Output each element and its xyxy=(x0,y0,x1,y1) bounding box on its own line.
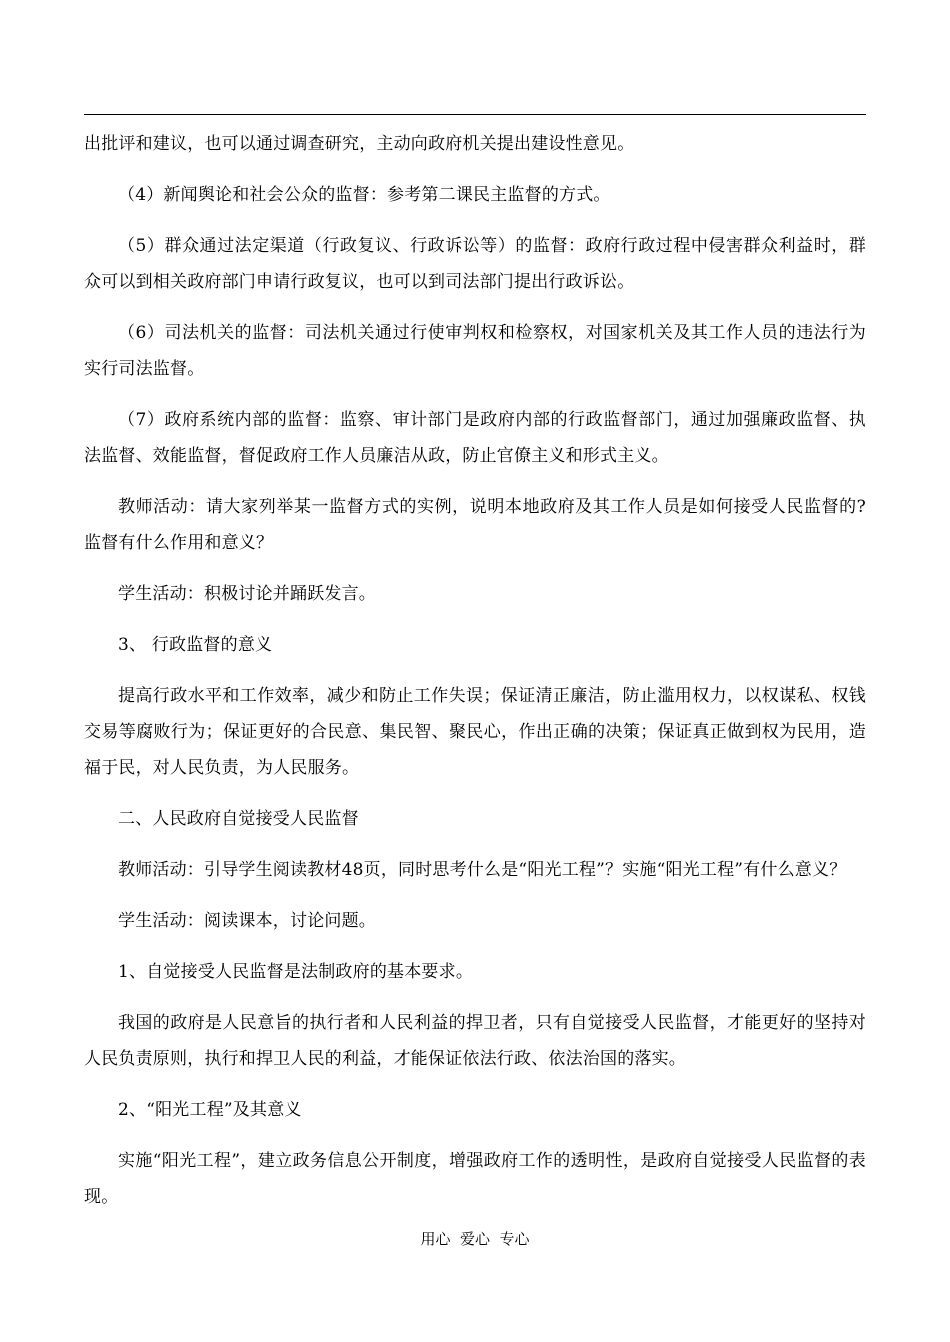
paragraph: 1、自觉接受人民监督是法制政府的基本要求。 xyxy=(118,962,474,982)
paragraph: 3、 行政监督的意义 xyxy=(118,635,273,655)
header-rule xyxy=(84,114,866,115)
paragraph: 实施“阳光工程”，建立政务信息公开制度，增强政府工作的透明性，是政府自觉接受人民监督的表现。 xyxy=(84,1151,866,1207)
paragraph: （5）群众通过法定渠道（行政复议、行政诉讼等）的监督：政府行政过程中侵害群众利益时，群众可以到相关政府部门申请行政复议，也可以到司法部门提出行政诉讼。 xyxy=(84,236,866,292)
document-body xyxy=(84,126,866,1230)
paragraph: 我国的政府是人民意旨的执行者和人民利益的捍卫者，只有自觉接受人民监督，才能更好的坚持对人民负责原则，执行和捍卫人民的利益，才能保证依法行政、依法治国的落实。 xyxy=(84,1013,866,1069)
paragraph: 学生活动：积极讨论并踊跃发言。 xyxy=(118,584,376,604)
paragraph: 提高行政水平和工作效率，减少和防止工作失误；保证清正廉洁，防止滥用权力，以权谋私、权钱交易等腐败行为；保证更好的合民意、集民智、聚民心，作出正确的决策；保证真正做到权为民用，造福于民，对人民负责，为人民服务。 xyxy=(84,686,866,778)
page-footer: 用心 爱心 专心 xyxy=(420,1230,530,1248)
paragraph: （6）司法机关的监督：司法机关通过行使审判权和检察权，对国家机关及其工作人员的违法行为实行司法监督。 xyxy=(84,323,866,379)
paragraph: 出批评和建议，也可以通过调查研究，主动向政府机关提出建设性意见。 xyxy=(84,134,635,154)
paragraph: （4）新闻舆论和社会公众的监督：参考第二课民主监督的方式。 xyxy=(118,185,611,205)
paragraph: 教师活动：请大家列举某一监督方式的实例，说明本地政府及其工作人员是如何接受人民监督的?监督有什么作用和意义？ xyxy=(84,497,866,553)
paragraph: 教师活动：引导学生阅读教材48页，同时思考什么是“阳光工程”？实施“阳光工程”有什么意义？ xyxy=(118,860,847,880)
paragraph: 学生活动：阅读课本，讨论问题。 xyxy=(118,911,376,931)
paragraph: 2、“阳光工程”及其意义 xyxy=(118,1100,302,1120)
paragraph: （7）政府系统内部的监督：监察、审计部门是政府内部的行政监督部门，通过加强廉政监督、执法监督、效能监督，督促政府工作人员廉洁从政，防止官僚主义和形式主义。 xyxy=(84,410,866,466)
paragraph: 二、人民政府自觉接受人民监督 xyxy=(118,809,359,829)
